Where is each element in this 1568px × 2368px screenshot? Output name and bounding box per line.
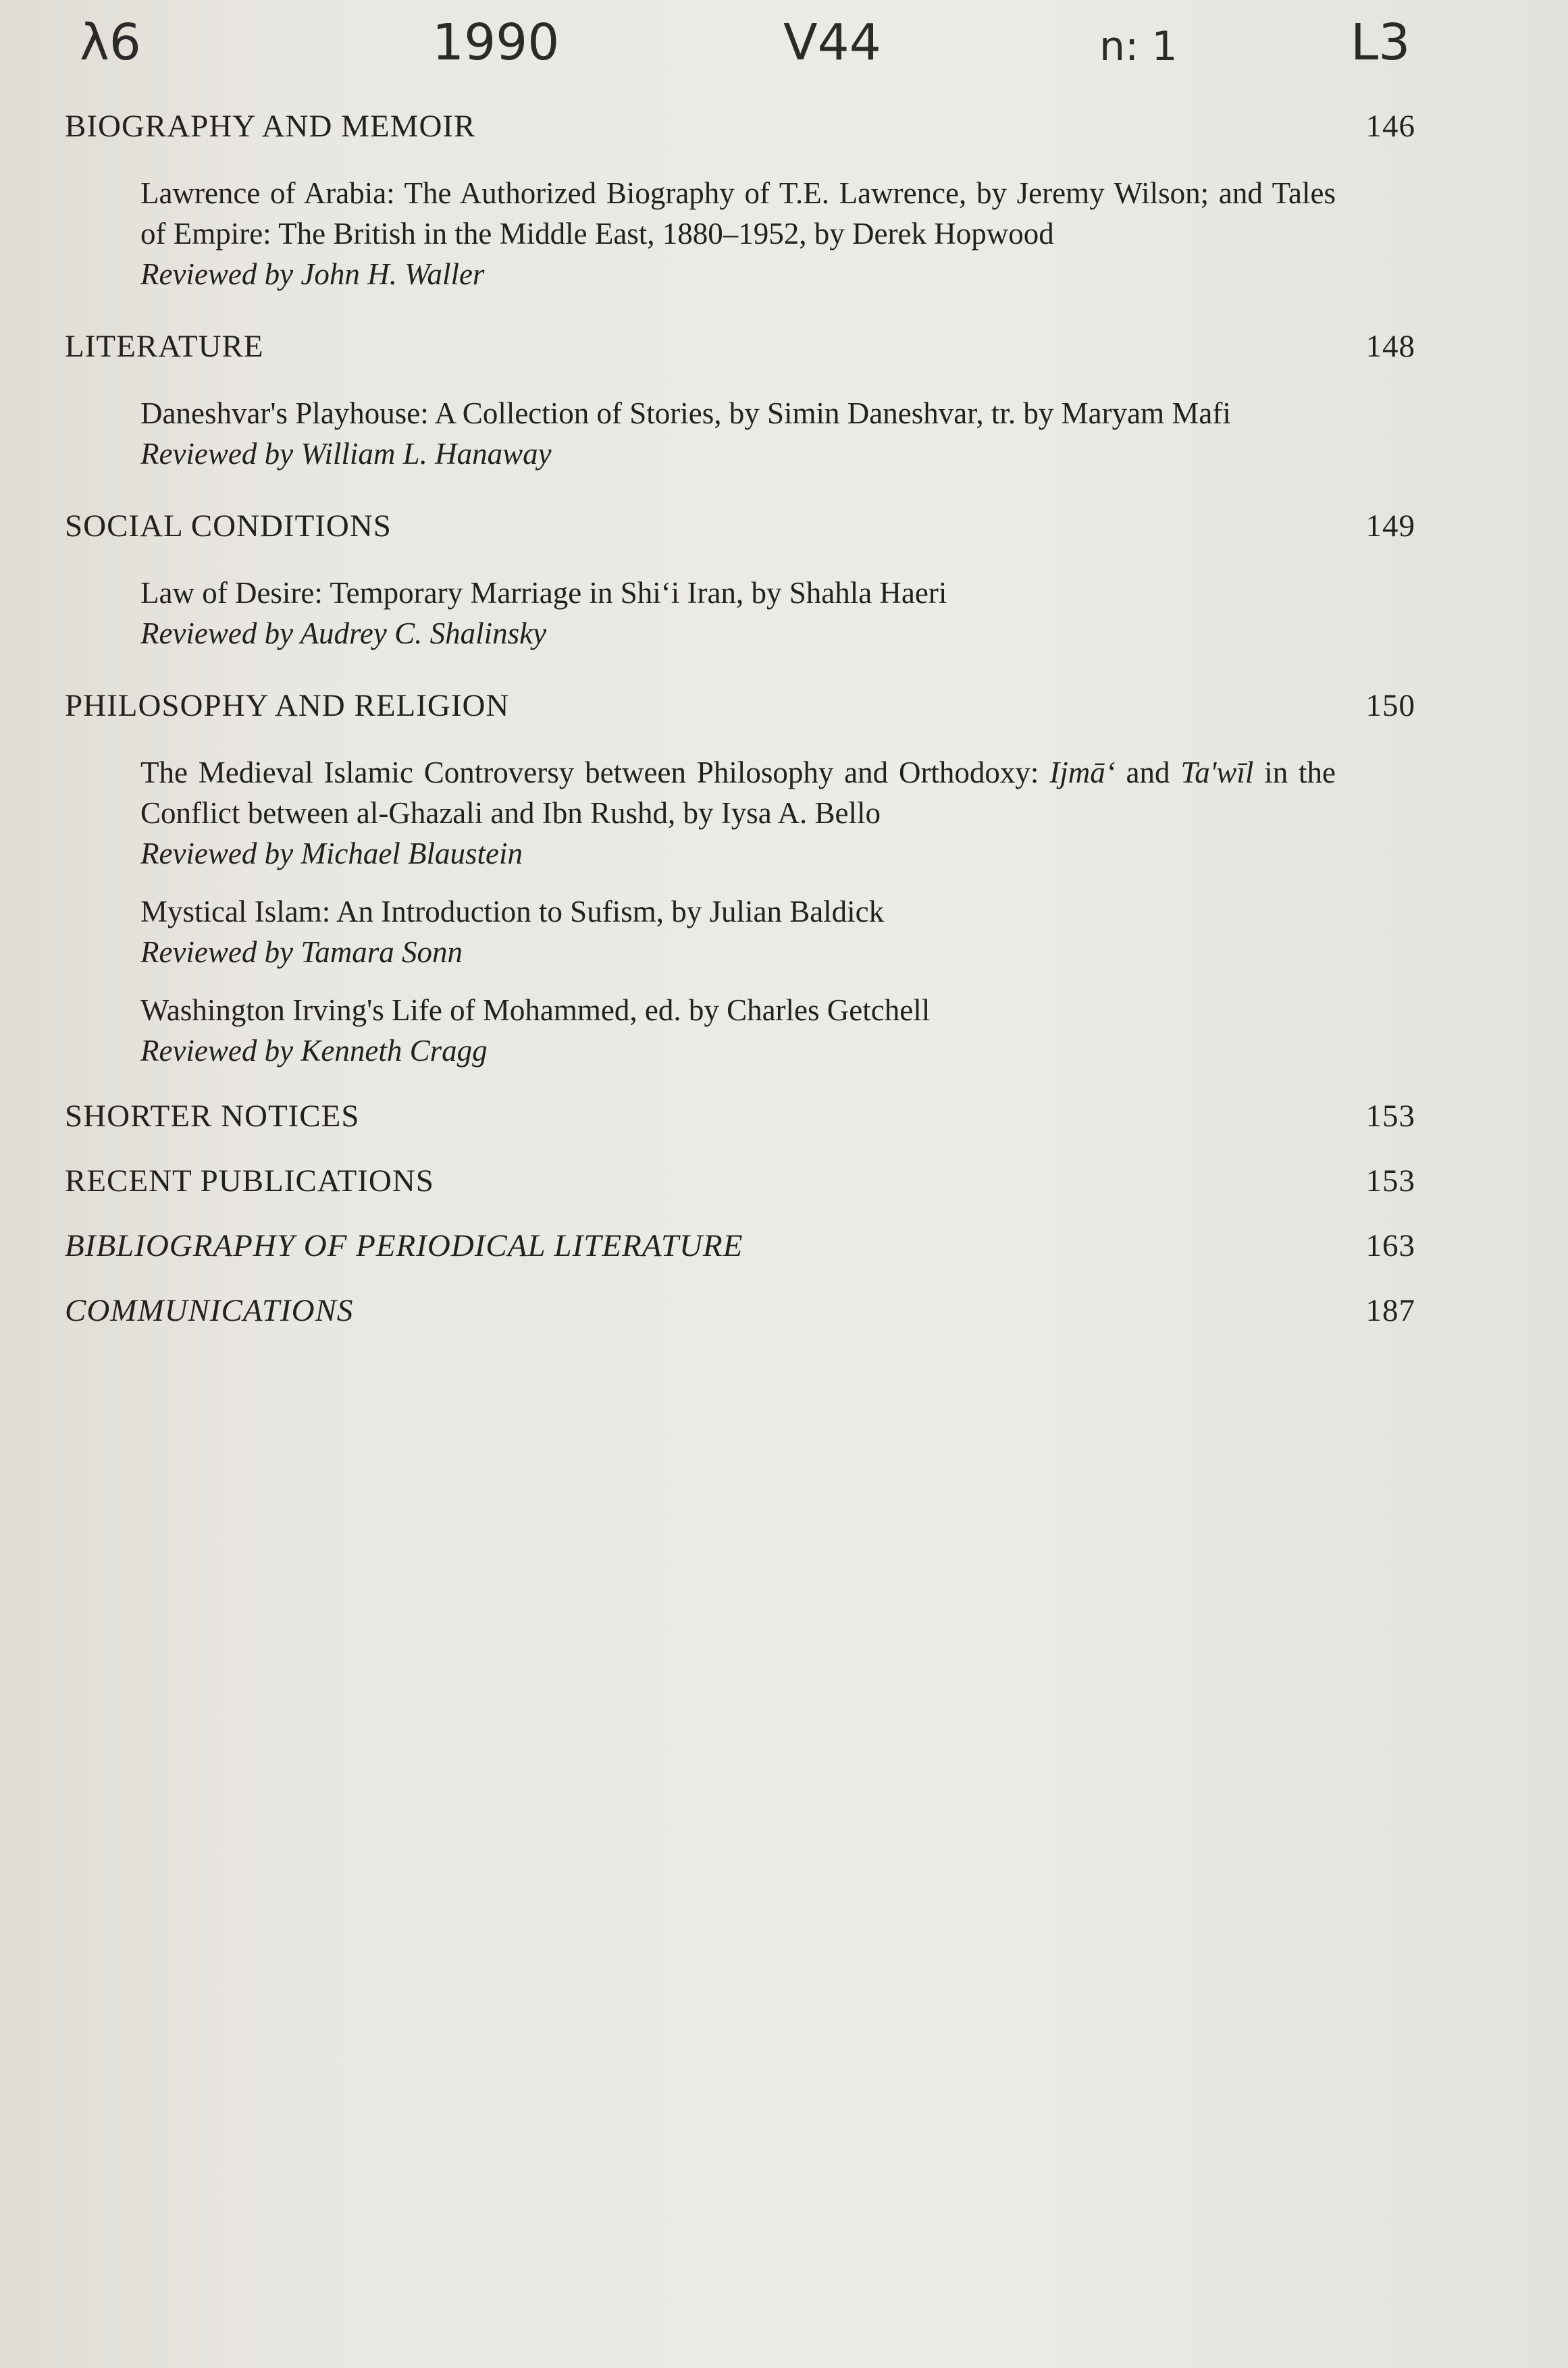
section-title: SOCIAL CONDITIONS — [65, 508, 392, 544]
section-title: BIOGRAPHY AND MEMOIR — [65, 109, 476, 144]
section-page-number: 149 — [1365, 508, 1415, 544]
reviewer-line: Reviewed by Michael Blaustein — [140, 837, 523, 870]
section-page-number: 146 — [1365, 109, 1415, 144]
section-title: BIBLIOGRAPHY OF PERIODICAL LITERATURE — [65, 1228, 743, 1263]
book-citation: Lawrence of Arabia: The Authorized Biography of T.E. Lawrence, by Jeremy Wilson; and Tales of Empire: The British in the Middle East, 1880–1952, by Derek Hopwood — [140, 176, 1336, 251]
section-title: PHILOSOPHY AND RELIGION — [65, 688, 510, 723]
conjunction: and — [1126, 756, 1170, 789]
section-heading — [65, 508, 1415, 555]
section-title: SHORTER NOTICES — [65, 1099, 360, 1134]
section-page-number: 153 — [1365, 1099, 1415, 1134]
section-heading — [65, 328, 1415, 375]
book-title-part: The Medieval Islamic Controversy between Philosophy and Orthodoxy: — [140, 756, 1039, 789]
section-title: RECENT PUBLICATIONS — [65, 1163, 434, 1199]
handwritten-note: n: 1 — [1099, 23, 1178, 70]
handwritten-note: 1990 — [432, 14, 560, 72]
section-title: LITERATURE — [65, 329, 264, 364]
book-citation: Mystical Islam: An Introduction to Sufism, by Julian Baldick — [140, 895, 885, 928]
handwritten-note: V44 — [783, 14, 881, 72]
book-citation: Law of Desire: Temporary Marriage in Shi‘i Iran, by Shahla Haeri — [140, 576, 947, 610]
toc-entry — [140, 573, 1336, 654]
handwritten-note: λ6 — [80, 14, 141, 72]
toc-entry — [140, 393, 1336, 474]
reviewer-line: Reviewed by Tamara Sonn — [140, 935, 463, 969]
section-page-number: 150 — [1365, 688, 1415, 723]
section-title: COMMUNICATIONS — [65, 1293, 354, 1328]
section-heading — [65, 687, 1415, 735]
book-title-part: in the Conflict between al-Ghazali and Ibn Rushd, by Iysa A. Bello — [140, 756, 1336, 830]
book-citation: Daneshvar's Playhouse: A Collection of Stories, by Simin Daneshvar, tr. by Maryam Mafi — [140, 396, 1231, 430]
toc-entry — [140, 891, 1336, 972]
handwritten-note: L3 — [1351, 14, 1411, 72]
reviewer-line: Reviewed by William L. Hanaway — [140, 437, 552, 471]
book-citation: Washington Irving's Life of Mohammed, ed. by Charles Getchell — [140, 993, 931, 1027]
toc-entry — [140, 990, 1336, 1071]
section-page-number: 187 — [1365, 1293, 1415, 1328]
section-heading — [65, 1163, 1415, 1210]
reviewer-line: Reviewed by John H. Waller — [140, 257, 485, 291]
toc-entry — [140, 173, 1336, 294]
section-page-number: 148 — [1365, 329, 1415, 364]
section-heading — [65, 108, 1415, 155]
section-page-number: 153 — [1365, 1163, 1415, 1199]
arabic-term: Ta'wīl — [1180, 756, 1254, 789]
toc-entry — [140, 752, 1336, 874]
reviewer-line: Reviewed by Audrey C. Shalinsky — [140, 616, 547, 650]
section-page-number: 163 — [1365, 1228, 1415, 1263]
section-heading — [65, 1228, 1415, 1275]
table-of-contents — [65, 108, 1415, 1340]
arabic-term: Ijmā‘ — [1049, 756, 1116, 789]
section-heading — [65, 1292, 1415, 1340]
book-citation — [140, 752, 1336, 833]
reviewer-line: Reviewed by Kenneth Cragg — [140, 1034, 488, 1068]
section-heading — [65, 1098, 1415, 1145]
